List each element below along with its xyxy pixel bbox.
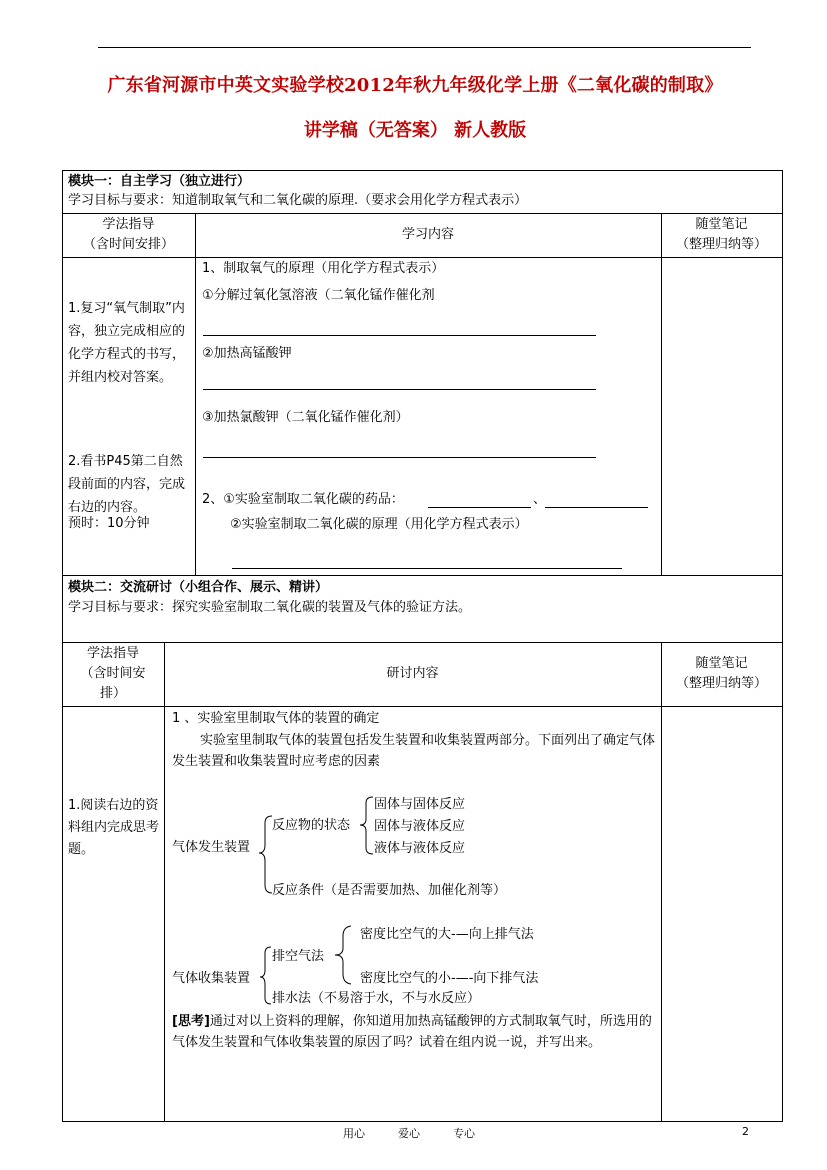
answer-blank-q1b[interactable]: [203, 389, 596, 390]
module1-guide-1: 1.复习“氧气制取”内容，独立完成相应的化学方程式的书写，并组内校对答案。: [68, 301, 186, 385]
answer-blank-q1c[interactable]: [203, 457, 596, 458]
module2-title: 模块二：交流研讨（小组合作、展示、精讲）: [68, 580, 329, 595]
module2-guide-1: 1.阅读右边的资料组内完成思考题。: [68, 798, 160, 857]
answer-blank-q2a-2[interactable]: [545, 507, 648, 508]
q1b: ②加热高锰酸钾: [202, 346, 292, 361]
module2-col-content: 研讨内容: [386, 666, 439, 681]
q1a: ①分解过氧化氢溶液（二氧化锰作催化剂: [202, 288, 435, 303]
footer-motto-2: 爱心: [398, 1127, 420, 1140]
think-text: 通过对以上资料的理解，你知道用加热高锰酸钾的方式制取氧气时，所选用的气体发生装置和气体收集装置的原因了吗？试着在组内说一说，并写出来。: [172, 1014, 652, 1050]
doc-subtitle: 讲学稿（无答案） 新人教版: [303, 120, 527, 141]
q1: 1、制取氧气的原理（用化学方程式表示）: [202, 261, 445, 276]
q1c: ③加热氯酸钾（二氧化锰作催化剂）: [202, 410, 409, 425]
module1-col-guide: 学法指导 （含时间安排）: [82, 217, 174, 252]
module2-col-notes: 随堂笔记 （整理归纳等）: [675, 656, 767, 691]
module2-col-guide: 学法指导 （含时间安 排）: [80, 646, 146, 701]
module1-goal: 学习目标与要求：知道制取氧气和二氧化碳的原理.（要求会用化学方程式表示）: [68, 193, 528, 208]
col-air-opt-1: 密度比空气的大-—向上排气法: [360, 927, 534, 942]
module1-guide-time: 预时：10分钟: [68, 516, 150, 531]
module1-col-content: 学习内容: [401, 227, 454, 242]
m2-paragraph: 实验室里制取气体的装置包括发生装置和收集装置两部分。下面列出了确定气体发生装置和收集装置时应考虑的因素: [172, 733, 656, 769]
page-number: 2: [742, 1125, 749, 1138]
module2-goal: 学习目标与要求：探究实验室制取二氧化碳的装置及气体的验证方法。: [68, 600, 472, 615]
col-air-brace: [333, 924, 355, 986]
gen-state-brace: [359, 796, 375, 856]
think-question: [172, 1011, 658, 1053]
gen-opt-1: 固体与固体反应: [374, 797, 466, 812]
col-water: 排水法（不易溶于水，不与水反应）: [272, 991, 481, 1006]
q2b: ②实验室制取二氧化碳的原理（用化学方程式表示）: [230, 517, 528, 532]
module1-title: 模块一：自主学习（独立进行）: [68, 174, 251, 189]
gen-state: 反应物的状态: [272, 818, 351, 833]
header-rule: [98, 47, 751, 48]
col-brace: [259, 946, 273, 1006]
module1-col-notes: 随堂笔记 （整理归纳等）: [675, 217, 767, 252]
footer-motto-1: 用心: [343, 1127, 365, 1140]
col-air-opt-2: 密度比空气的小-—-向下排气法: [360, 971, 539, 986]
m2-heading: 1 、实验室里制取气体的装置的确定: [172, 711, 380, 726]
doc-title: 广东省河源市中英文实验学校2012年秋九年级化学上册《二氧化碳的制取》: [107, 75, 723, 96]
q2a: 2、①实验室制取二氧化碳的药品：: [202, 492, 404, 507]
gen-label: 气体发生装置: [172, 840, 251, 855]
gen-opt-3: 液体与液体反应: [374, 841, 466, 856]
module1-guide-2: 2.看书P45第二自然段前面的内容，完成右边的内容。: [68, 454, 186, 515]
gen-opt-2: 固体与液体反应: [374, 819, 466, 834]
col-air: 排空气法: [272, 949, 325, 964]
q2a-separator: 、: [533, 492, 547, 507]
gen-cond: 反应条件（是否需要加热、加催化剂等）: [272, 883, 507, 898]
answer-blank-q1a[interactable]: [203, 335, 596, 336]
col-label: 气体收集装置: [172, 971, 251, 986]
footer-motto-3: 专心: [453, 1127, 475, 1140]
think-tag: [思考]: [172, 1014, 210, 1029]
answer-blank-q2a-1[interactable]: [428, 507, 531, 508]
answer-blank-q2b[interactable]: [232, 568, 622, 569]
